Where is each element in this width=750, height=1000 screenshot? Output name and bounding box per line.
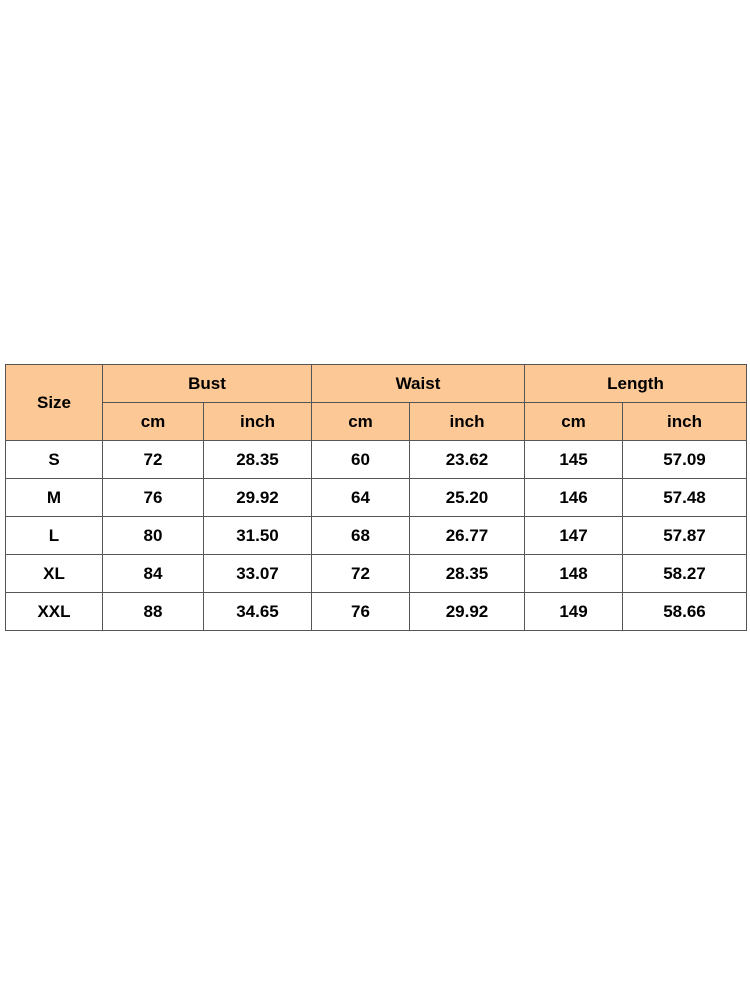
table-row (6, 441, 747, 479)
bust-cm-cell: 88 (103, 593, 204, 631)
header-row-units (6, 403, 747, 441)
bust-cm-cell: 84 (103, 555, 204, 593)
waist-inch-header: inch (410, 403, 525, 441)
length-cm-cell: 146 (525, 479, 623, 517)
waist-inch-cell: 29.92 (410, 593, 525, 631)
table-row (6, 593, 747, 631)
table-row (6, 479, 747, 517)
waist-inch-cell: 25.20 (410, 479, 525, 517)
size-cell: XL (6, 555, 103, 593)
waist-group-header: Waist (312, 365, 525, 403)
length-inch-header: inch (623, 403, 747, 441)
waist-inch-cell: 26.77 (410, 517, 525, 555)
table-row (6, 555, 747, 593)
waist-cm-cell: 68 (312, 517, 410, 555)
length-group-header: Length (525, 365, 747, 403)
bust-cm-header: cm (103, 403, 204, 441)
waist-cm-cell: 76 (312, 593, 410, 631)
bust-cm-cell: 76 (103, 479, 204, 517)
length-cm-cell: 147 (525, 517, 623, 555)
length-inch-cell: 57.48 (623, 479, 747, 517)
bust-group-header: Bust (103, 365, 312, 403)
size-chart (5, 364, 746, 631)
size-cell: S (6, 441, 103, 479)
waist-cm-cell: 64 (312, 479, 410, 517)
waist-inch-cell: 28.35 (410, 555, 525, 593)
size-column-header: Size (6, 365, 103, 441)
length-inch-cell: 57.09 (623, 441, 747, 479)
table-row (6, 517, 747, 555)
bust-inch-cell: 28.35 (204, 441, 312, 479)
size-cell: XXL (6, 593, 103, 631)
size-chart-table (5, 364, 747, 631)
length-cm-header: cm (525, 403, 623, 441)
header-row-groups (6, 365, 747, 403)
length-inch-cell: 58.66 (623, 593, 747, 631)
size-cell: M (6, 479, 103, 517)
bust-inch-header: inch (204, 403, 312, 441)
bust-inch-cell: 31.50 (204, 517, 312, 555)
length-inch-cell: 58.27 (623, 555, 747, 593)
waist-cm-cell: 72 (312, 555, 410, 593)
bust-inch-cell: 34.65 (204, 593, 312, 631)
waist-inch-cell: 23.62 (410, 441, 525, 479)
length-cm-cell: 149 (525, 593, 623, 631)
bust-inch-cell: 33.07 (204, 555, 312, 593)
length-inch-cell: 57.87 (623, 517, 747, 555)
length-cm-cell: 148 (525, 555, 623, 593)
waist-cm-cell: 60 (312, 441, 410, 479)
bust-cm-cell: 80 (103, 517, 204, 555)
length-cm-cell: 145 (525, 441, 623, 479)
bust-inch-cell: 29.92 (204, 479, 312, 517)
size-cell: L (6, 517, 103, 555)
waist-cm-header: cm (312, 403, 410, 441)
bust-cm-cell: 72 (103, 441, 204, 479)
